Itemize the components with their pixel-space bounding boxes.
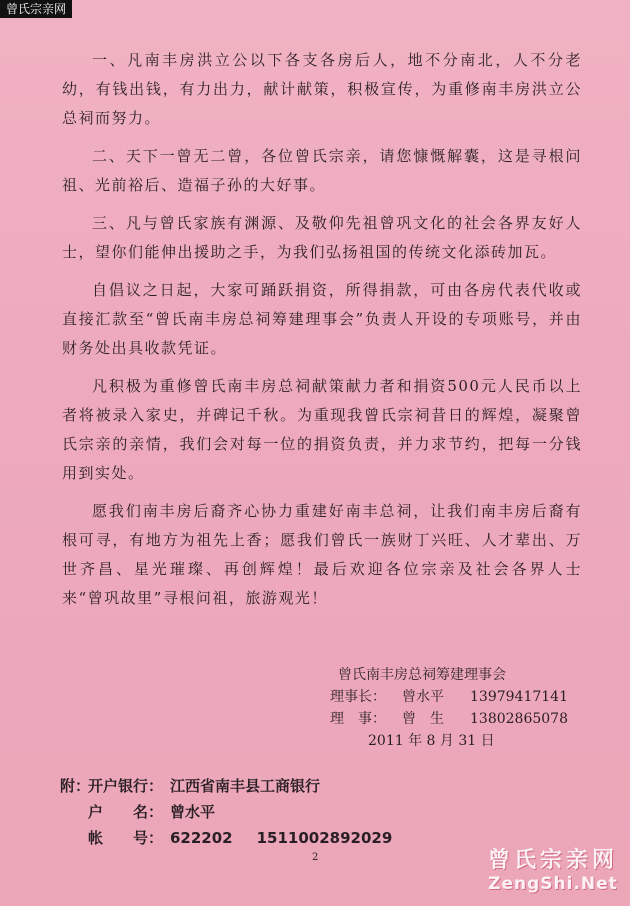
bank-name: 江西省南丰县工商银行 — [170, 777, 321, 795]
chair-label: 理事长： — [330, 689, 386, 705]
bank-prefix: 附： — [60, 777, 91, 795]
chair-row — [330, 686, 590, 708]
chair-name: 曾水平 — [402, 689, 444, 705]
chair-phone: 13979417141 — [470, 689, 568, 705]
paragraph-4: 自倡议之日起，大家可踊跃捐资，所得捐款，可由各房代表代收或直接汇款至“曾氏南丰房总祠筹建理事会”负责人开设的专项账号，并由财务处出具收款凭证。 — [62, 281, 582, 357]
watermark — [488, 848, 618, 894]
member-row — [330, 708, 590, 730]
holder-label: 户 名： — [88, 803, 164, 821]
bank-label: 开户银行： — [88, 777, 164, 795]
bank-row — [60, 773, 480, 799]
signature-block — [330, 664, 590, 752]
member-phone: 13802865078 — [470, 711, 568, 727]
bank-info — [60, 773, 480, 851]
member-label: 理 事： — [330, 711, 386, 727]
account-number-part2: 1511002892029 — [256, 829, 393, 847]
holder-row — [60, 799, 480, 825]
watermark-en: ZengShi.Net — [488, 874, 618, 894]
watermark-cn: 曾氏宗亲网 — [487, 848, 618, 873]
signature-date: 2011 年 8 月 31 日 — [368, 733, 495, 749]
site-tag: 曾氏宗亲网 — [0, 0, 72, 18]
page-number: 2 — [312, 852, 319, 863]
signature-org: 曾氏南丰房总祠筹建理事会 — [338, 667, 506, 683]
holder-name: 曾水平 — [170, 803, 216, 821]
body-text — [62, 46, 582, 622]
paragraph-2: 二、天下一曾无二曾，各位曾氏宗亲，请您慷慨解囊，这是寻根问祖、光前裕后、造福子孙的大好事。 — [62, 147, 582, 194]
paragraph-1: 一、凡南丰房洪立公以下各支各房后人，地不分南北，人不分老幼，有钱出钱，有力出力，献计献策，积极宣传，为重修南丰房洪立公总祠而努力。 — [62, 51, 582, 127]
account-label: 帐 号： — [88, 829, 164, 847]
paragraph-3: 三、凡与曾氏家族有渊源、及敬仰先祖曾巩文化的社会各界友好人士，望你们能伸出援助之手，为我们弘扬祖国的传统文化添砖加瓦。 — [62, 214, 582, 261]
member-name: 曾 生 — [402, 711, 444, 727]
paragraph-5: 凡积极为重修曾氏南丰房总祠献策献力者和捐资500元人民币以上者将被录入家史，并碑记千秋。为重现我曾氏宗祠昔日的辉煌，凝聚曾氏宗亲的亲情，我们会对每一位的捐资负责，并力求节约，把每一分钱用到实处。 — [62, 377, 582, 482]
paragraph-6: 愿我们南丰房后裔齐心协力重建好南丰总祠，让我们南丰房后裔有根可寻，有地方为祖先上香；愿我们曾氏一族财丁兴旺、人才辈出、万世齐昌、星光璀璨、再创辉煌！最后欢迎各位宗亲及社会各界人士来“曾巩故里”寻根问祖，旅游观光！ — [62, 502, 582, 607]
account-number-part1: 622202 — [170, 829, 233, 847]
account-row — [60, 825, 480, 851]
